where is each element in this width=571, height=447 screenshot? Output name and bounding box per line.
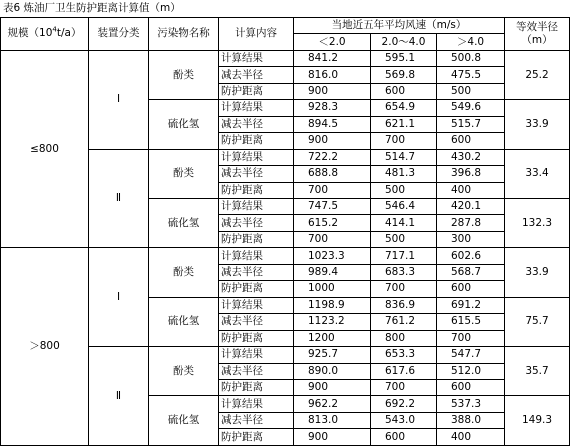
value-cell: 900: [294, 379, 371, 395]
value-cell: 400: [437, 182, 505, 198]
value-cell: 900: [294, 429, 371, 446]
scale-cell: ＞800: [1, 248, 89, 446]
radius-cell: 33.4: [505, 149, 570, 198]
header-wind-3: ＞4.0: [437, 34, 505, 50]
value-cell: 894.5: [294, 116, 371, 132]
value-cell: 420.1: [437, 198, 505, 214]
value-cell: 481.3: [371, 166, 437, 182]
pollutant-cell: 酚类: [149, 149, 219, 198]
value-cell: 595.1: [371, 50, 437, 66]
value-cell: 547.7: [437, 347, 505, 363]
calc-label-cell: 防护距离: [219, 133, 294, 149]
value-cell: 761.2: [371, 314, 437, 330]
device-cell: Ⅱ: [89, 347, 149, 446]
calc-label-cell: 计算结果: [219, 100, 294, 116]
value-cell: 722.2: [294, 149, 371, 165]
value-cell: 653.3: [371, 347, 437, 363]
calc-label-cell: 防护距离: [219, 429, 294, 446]
radius-cell: 35.7: [505, 347, 570, 396]
value-cell: 700: [371, 379, 437, 395]
calc-label-cell: 减去半径: [219, 215, 294, 231]
value-cell: 1023.3: [294, 248, 371, 264]
calc-label-cell: 计算结果: [219, 248, 294, 264]
value-cell: 800: [371, 330, 437, 346]
calc-label-cell: 减去半径: [219, 314, 294, 330]
value-cell: 813.0: [294, 412, 371, 428]
pollutant-cell: 硫化氢: [149, 396, 219, 446]
calc-label-cell: 减去半径: [219, 166, 294, 182]
pollutant-cell: 硫化氢: [149, 198, 219, 247]
calc-label-cell: 计算结果: [219, 347, 294, 363]
value-cell: 617.6: [371, 363, 437, 379]
header-wind-group: 当地近五年平均风速（m/s）: [294, 18, 505, 34]
calc-label-cell: 防护距离: [219, 83, 294, 99]
value-cell: 692.2: [371, 396, 437, 412]
device-cell: Ⅰ: [89, 50, 149, 149]
header-calc: 计算内容: [219, 18, 294, 51]
value-cell: 836.9: [371, 297, 437, 313]
value-cell: 287.8: [437, 215, 505, 231]
value-cell: 602.6: [437, 248, 505, 264]
protection-distance-table: [0, 17, 570, 446]
pollutant-cell: 酚类: [149, 347, 219, 396]
value-cell: 1000: [294, 281, 371, 297]
value-cell: 400: [437, 429, 505, 446]
value-cell: 600: [437, 281, 505, 297]
header-wind-2: 2.0～4.0: [371, 34, 437, 50]
value-cell: 615.2: [294, 215, 371, 231]
value-cell: 691.2: [437, 297, 505, 313]
radius-cell: 75.7: [505, 297, 570, 346]
value-cell: 512.0: [437, 363, 505, 379]
value-cell: 925.7: [294, 347, 371, 363]
value-cell: 900: [294, 83, 371, 99]
value-cell: 700: [437, 330, 505, 346]
value-cell: 500.8: [437, 50, 505, 66]
radius-cell: 132.3: [505, 198, 570, 247]
value-cell: 928.3: [294, 100, 371, 116]
device-cell: Ⅰ: [89, 248, 149, 347]
header-row-1: [1, 18, 570, 34]
radius-cell: 25.2: [505, 50, 570, 99]
pollutant-cell: 硫化氢: [149, 100, 219, 149]
calc-label-cell: 计算结果: [219, 50, 294, 66]
calc-label-cell: 防护距离: [219, 379, 294, 395]
header-wind-1: ＜2.0: [294, 34, 371, 50]
value-cell: 1200: [294, 330, 371, 346]
value-cell: 890.0: [294, 363, 371, 379]
calc-label-cell: 计算结果: [219, 396, 294, 412]
pollutant-cell: 酚类: [149, 248, 219, 297]
value-cell: 600: [437, 379, 505, 395]
pollutant-cell: 硫化氢: [149, 297, 219, 346]
value-cell: 500: [437, 83, 505, 99]
calc-label-cell: 减去半径: [219, 412, 294, 428]
value-cell: 700: [294, 182, 371, 198]
device-cell: Ⅱ: [89, 149, 149, 248]
radius-cell: 33.9: [505, 100, 570, 149]
value-cell: 700: [294, 231, 371, 247]
value-cell: 569.8: [371, 67, 437, 83]
table-caption: 表6 炼油厂卫生防护距离计算值（m）: [3, 2, 181, 14]
header-device: 装置分类: [89, 18, 149, 51]
value-cell: 621.1: [371, 116, 437, 132]
value-cell: 549.6: [437, 100, 505, 116]
value-cell: 515.7: [437, 116, 505, 132]
value-cell: 600: [437, 133, 505, 149]
value-cell: 600: [371, 429, 437, 446]
value-cell: 688.8: [294, 166, 371, 182]
value-cell: 700: [371, 281, 437, 297]
header-radius: 等效半径（m）: [505, 18, 570, 51]
value-cell: 700: [371, 133, 437, 149]
calc-label-cell: 防护距离: [219, 231, 294, 247]
header-scale: 规模$(10^4t/a)$: [1, 18, 89, 51]
calc-label-cell: 减去半径: [219, 264, 294, 280]
value-cell: 543.0: [371, 412, 437, 428]
calc-label-cell: 防护距离: [219, 330, 294, 346]
value-cell: 717.1: [371, 248, 437, 264]
radius-cell: 149.3: [505, 396, 570, 446]
value-cell: 747.5: [294, 198, 371, 214]
value-cell: 683.3: [371, 264, 437, 280]
value-cell: 1123.2: [294, 314, 371, 330]
value-cell: 816.0: [294, 67, 371, 83]
calc-label-cell: 减去半径: [219, 363, 294, 379]
value-cell: 430.2: [437, 149, 505, 165]
calc-label-cell: 减去半径: [219, 67, 294, 83]
radius-cell: 33.9: [505, 248, 570, 297]
value-cell: 841.2: [294, 50, 371, 66]
value-cell: 568.7: [437, 264, 505, 280]
calc-label-cell: 减去半径: [219, 116, 294, 132]
value-cell: 600: [371, 83, 437, 99]
calc-label-cell: 防护距离: [219, 281, 294, 297]
value-cell: 514.7: [371, 149, 437, 165]
value-cell: 300: [437, 231, 505, 247]
value-cell: 500: [371, 182, 437, 198]
value-cell: 500: [371, 231, 437, 247]
value-cell: 475.5: [437, 67, 505, 83]
calc-label-cell: 计算结果: [219, 198, 294, 214]
scale-cell: ≤800: [1, 50, 89, 247]
value-cell: 537.3: [437, 396, 505, 412]
value-cell: 962.2: [294, 396, 371, 412]
value-cell: 1198.9: [294, 297, 371, 313]
value-cell: 388.0: [437, 412, 505, 428]
value-cell: 900: [294, 133, 371, 149]
table-row: [1, 50, 570, 66]
value-cell: 414.1: [371, 215, 437, 231]
value-cell: 615.5: [437, 314, 505, 330]
value-cell: 654.9: [371, 100, 437, 116]
calc-label-cell: 计算结果: [219, 297, 294, 313]
value-cell: 396.8: [437, 166, 505, 182]
table-row: [1, 248, 570, 264]
calc-label-cell: 防护距离: [219, 182, 294, 198]
calc-label-cell: 计算结果: [219, 149, 294, 165]
value-cell: 546.4: [371, 198, 437, 214]
value-cell: 989.4: [294, 264, 371, 280]
header-pollutant: 污染物名称: [149, 18, 219, 51]
pollutant-cell: 酚类: [149, 50, 219, 99]
